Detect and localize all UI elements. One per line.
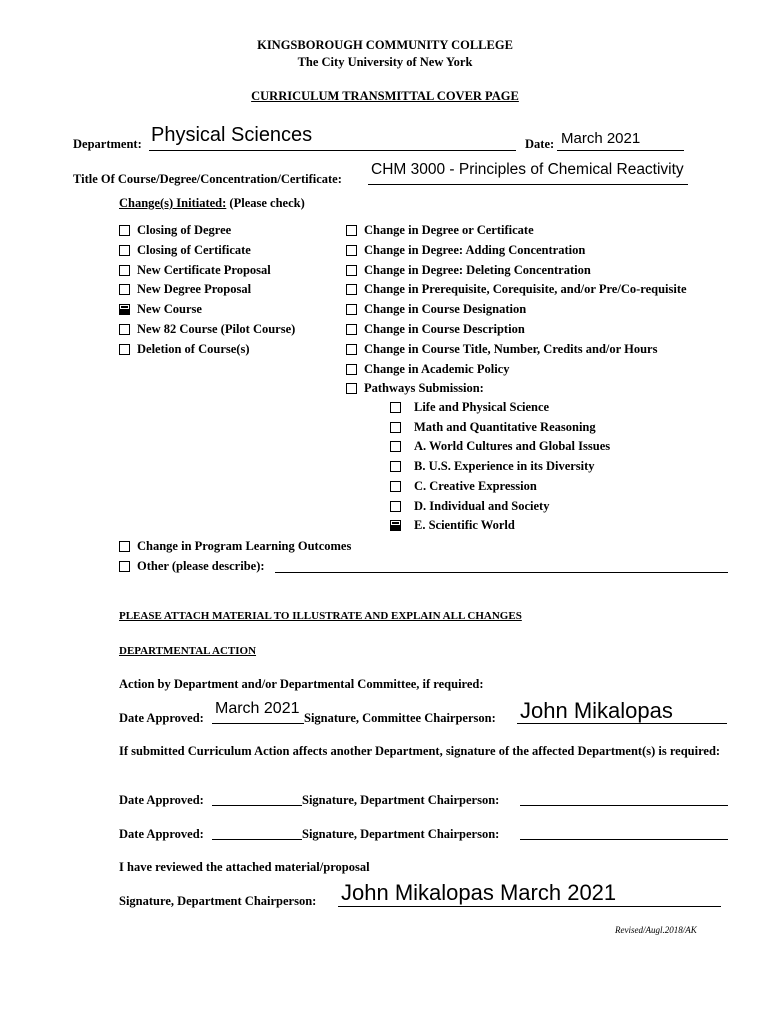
pathways-option-checkbox-0[interactable] bbox=[390, 402, 401, 413]
right-option-checkbox-8[interactable] bbox=[346, 383, 357, 394]
right-option-label-1: Change in Degree: Adding Concentration bbox=[364, 242, 586, 257]
reviewed-text: I have reviewed the attached material/proposal bbox=[119, 860, 370, 874]
left-option-checkbox-2[interactable] bbox=[119, 265, 130, 276]
pathways-option-checkbox-5[interactable] bbox=[390, 501, 401, 512]
right-option-checkbox-3[interactable] bbox=[346, 284, 357, 295]
right-option-label-7: Change in Academic Policy bbox=[364, 361, 510, 376]
department-label: Department: bbox=[73, 137, 142, 151]
pathways-option-label-1: Math and Quantitative Reasoning bbox=[414, 419, 596, 434]
date-approved-label-2: Date Approved: bbox=[119, 793, 204, 807]
date-field-line bbox=[557, 150, 684, 151]
changes-heading bbox=[119, 196, 305, 211]
date-field[interactable]: March 2021 bbox=[561, 130, 641, 147]
changes-heading-note: (Please check) bbox=[226, 196, 305, 210]
departmental-action-heading: DEPARTMENTAL ACTION bbox=[119, 645, 257, 657]
pathways-option-checkbox-3[interactable] bbox=[390, 461, 401, 472]
form-title: CURRICULUM TRANSMITTAL COVER PAGE bbox=[251, 89, 519, 103]
course-title-field-line bbox=[368, 184, 688, 185]
left-option-checkbox-6[interactable] bbox=[119, 344, 130, 355]
right-option-checkbox-5[interactable] bbox=[346, 324, 357, 335]
pathways-option-label-3: B. U.S. Experience in its Diversity bbox=[414, 459, 595, 474]
date-approved-field-2[interactable] bbox=[212, 805, 302, 806]
right-option-label-5: Change in Course Description bbox=[364, 322, 525, 336]
date-approved-label-3: Date Approved: bbox=[119, 827, 204, 841]
revised-note: Revised/Augl.2018/AK bbox=[615, 925, 697, 935]
dept-signature-field-2[interactable] bbox=[520, 805, 728, 806]
right-option-checkbox-6[interactable] bbox=[346, 344, 357, 355]
pathways-option-checkbox-6[interactable] bbox=[390, 520, 401, 531]
changes-heading-label: Change(s) Initiated: bbox=[119, 196, 227, 210]
pathways-option-label-6: E. Scientific World bbox=[414, 518, 515, 533]
final-signature-field[interactable]: John Mikalopas March 2021 bbox=[341, 880, 617, 905]
pathways-option-label-4: C. Creative Expression bbox=[414, 478, 537, 493]
left-option-label-0: Closing of Degree bbox=[137, 223, 232, 237]
left-option-checkbox-4[interactable] bbox=[119, 304, 130, 315]
pathways-option-checkbox-1[interactable] bbox=[390, 422, 401, 433]
department-field[interactable]: Physical Sciences bbox=[151, 124, 313, 146]
dept-signature-label-2: Signature, Department Chairperson: bbox=[302, 793, 500, 807]
date-approved-line-1 bbox=[212, 723, 304, 724]
left-option-label-2: New Certificate Proposal bbox=[137, 262, 271, 277]
date-approved-field-1[interactable]: March 2021 bbox=[215, 700, 300, 717]
affected-department-text: If submitted Curriculum Action affects another Department, signature of the affected Department(s) is required: bbox=[119, 744, 721, 758]
final-signature-label: Signature, Department Chairperson: bbox=[119, 894, 317, 908]
bottom-option-label-0: Change in Program Learning Outcomes bbox=[137, 539, 352, 553]
right-option-label-0: Change in Degree or Certificate bbox=[364, 223, 534, 237]
right-option-checkbox-2[interactable] bbox=[346, 265, 357, 276]
attach-note: PLEASE ATTACH MATERIAL TO ILLUSTRATE AND EXPLAIN ALL CHANGES bbox=[119, 610, 522, 622]
college-name: KINGSBOROUGH COMMUNITY COLLEGE bbox=[257, 38, 513, 52]
dept-signature-label-3: Signature, Department Chairperson: bbox=[302, 827, 500, 841]
left-option-checkbox-0[interactable] bbox=[119, 225, 130, 236]
pathways-option-label-0: Life and Physical Science bbox=[414, 400, 550, 414]
pathways-option-label-2: A. World Cultures and Global Issues bbox=[414, 439, 611, 454]
department-field-line bbox=[149, 150, 516, 151]
right-option-checkbox-4[interactable] bbox=[346, 304, 357, 315]
right-option-checkbox-1[interactable] bbox=[346, 245, 357, 256]
left-option-label-6: Deletion of Course(s) bbox=[137, 341, 250, 356]
right-option-label-2: Change in Degree: Deleting Concentration bbox=[364, 262, 591, 277]
left-option-checkbox-5[interactable] bbox=[119, 324, 130, 335]
committee-signature-label: Signature, Committee Chairperson: bbox=[304, 711, 496, 725]
course-title-field[interactable]: CHM 3000 - Principles of Chemical Reactivity bbox=[371, 161, 684, 178]
right-option-label-6: Change in Course Title, Number, Credits and/or Hours bbox=[364, 341, 658, 356]
bottom-option-checkbox-0[interactable] bbox=[119, 541, 130, 552]
left-option-label-1: Closing of Certificate bbox=[137, 242, 251, 257]
university-name: The City University of New York bbox=[297, 55, 473, 69]
bottom-option-checkbox-1[interactable] bbox=[119, 561, 130, 572]
right-option-checkbox-0[interactable] bbox=[346, 225, 357, 236]
committee-text: Action by Department and/or Departmental Committee, if required: bbox=[119, 677, 484, 691]
right-option-checkbox-7[interactable] bbox=[346, 364, 357, 375]
left-option-label-4: New Course bbox=[137, 302, 202, 317]
date-label: Date: bbox=[525, 137, 555, 151]
left-option-checkbox-1[interactable] bbox=[119, 245, 130, 256]
pathways-option-checkbox-4[interactable] bbox=[390, 481, 401, 492]
left-option-checkbox-3[interactable] bbox=[119, 284, 130, 295]
date-approved-field-3[interactable] bbox=[212, 839, 302, 840]
course-title-label: Title Of Course/Degree/Concentration/Certificate: bbox=[73, 172, 342, 186]
bottom-option-label-1: Other (please describe): bbox=[137, 558, 265, 573]
committee-signature-field[interactable]: John Mikalopas bbox=[520, 698, 673, 723]
right-option-label-3: Change in Prerequisite, Corequisite, and/or Pre/Co-requisite bbox=[364, 282, 687, 297]
other-describe-line[interactable] bbox=[275, 572, 728, 573]
dept-signature-field-3[interactable] bbox=[520, 839, 728, 840]
left-option-label-5: New 82 Course (Pilot Course) bbox=[137, 322, 296, 336]
right-option-label-4: Change in Course Designation bbox=[364, 302, 527, 317]
pathways-option-checkbox-2[interactable] bbox=[390, 441, 401, 452]
date-approved-label-1: Date Approved: bbox=[119, 711, 204, 725]
pathways-option-label-5: D. Individual and Society bbox=[414, 498, 550, 513]
left-option-label-3: New Degree Proposal bbox=[137, 282, 252, 297]
right-option-label-8: Pathways Submission: bbox=[364, 381, 484, 396]
final-signature-line bbox=[338, 906, 721, 907]
